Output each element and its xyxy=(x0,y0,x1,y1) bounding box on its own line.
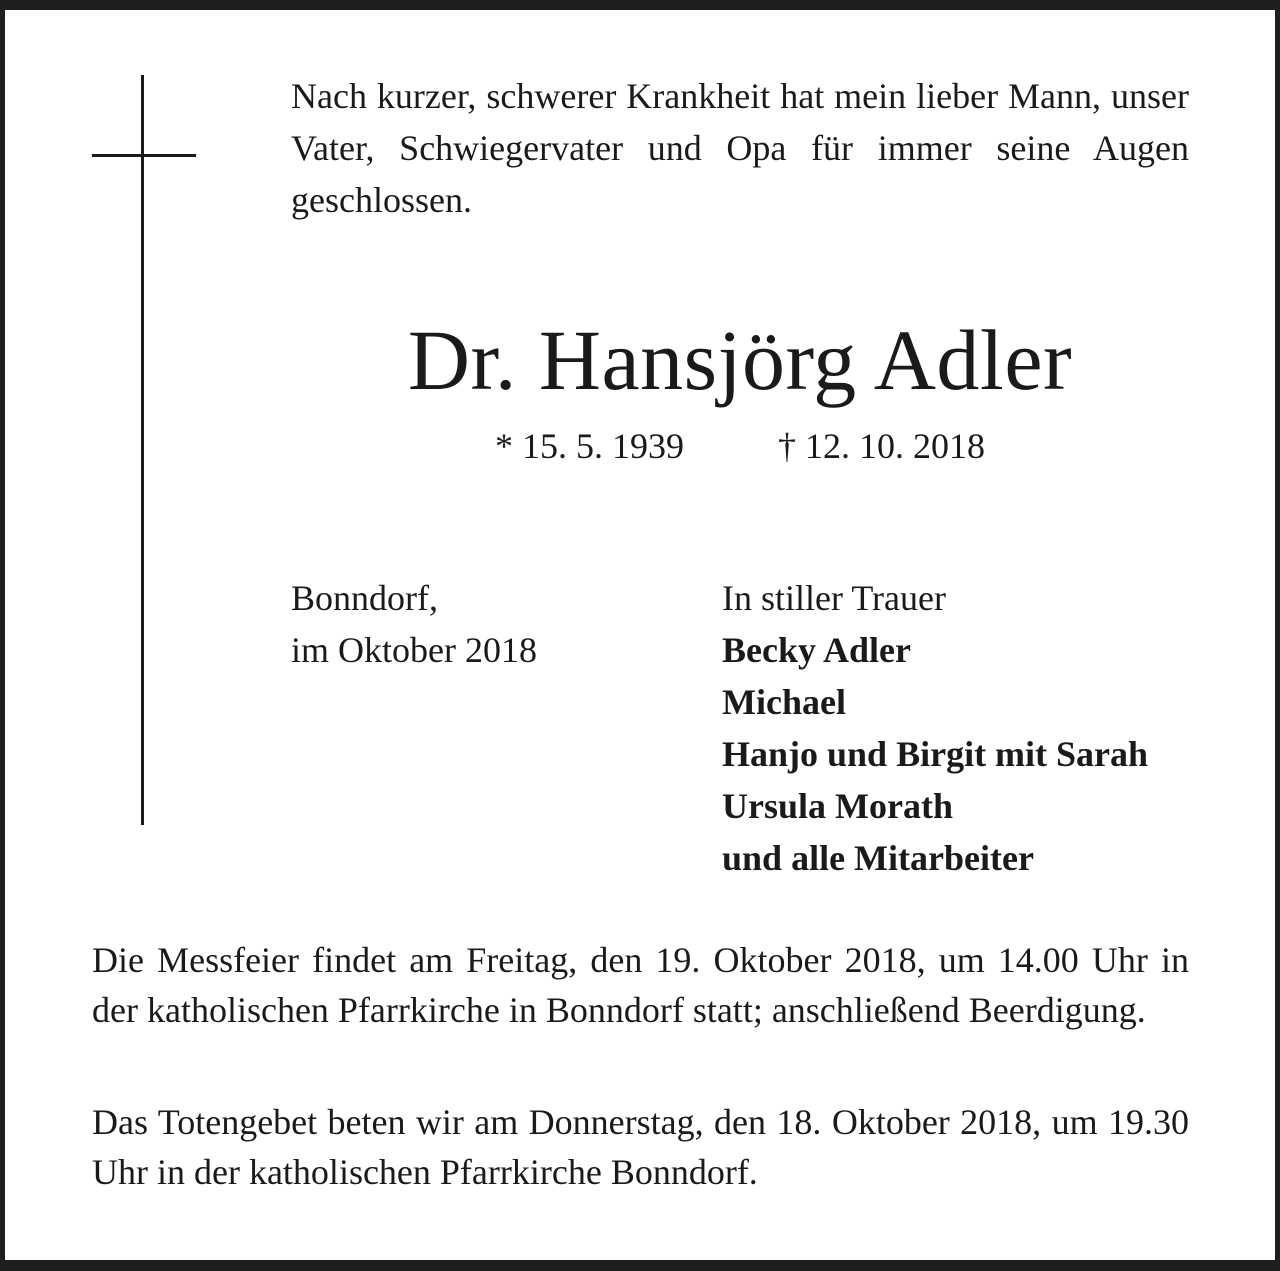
birth-date: * 15. 5. 1939 xyxy=(495,426,684,466)
deceased-name: Dr. Hansjörg Adler xyxy=(407,312,1073,408)
intro-text: Nach kurzer, schwerer Krankheit hat mein lieber Mann, unser Vater, Schwiegervater und Opa für immer seine Augen geschlossen. xyxy=(291,76,1189,220)
cross-icon xyxy=(141,75,144,825)
prayer-announcement: Das Totengebet beten wir am Donnerstag, den 18. Oktober 2018, um 19.30 Uhr in der katholischen Pfarrkirche Bonndorf. xyxy=(92,1102,1189,1192)
life-dates xyxy=(291,420,1189,472)
mass-announcement: Die Messfeier findet am Freitag, den 19. Oktober 2018, um 14.00 Uhr in der katholischen Pfarrkirche in Bonndorf statt; anschließend Beerdigung. xyxy=(92,940,1189,1030)
month-line: im Oktober 2018 xyxy=(291,630,537,670)
mourner-name: Ursula Morath xyxy=(722,786,953,826)
mourner-name: Hanjo und Birgit mit Sarah xyxy=(722,734,1149,774)
mourner-name: und alle Mitarbeiter xyxy=(722,838,1034,878)
mourner-name: Michael xyxy=(722,682,846,722)
place-and-date xyxy=(291,572,537,676)
mourners-heading: In stiller Trauer xyxy=(722,578,946,618)
place-line: Bonndorf, xyxy=(291,578,438,618)
mourners-list xyxy=(722,572,1148,884)
mourner-name: Becky Adler xyxy=(722,630,911,670)
cross-bar xyxy=(92,154,196,157)
death-date: † 12. 10. 2018 xyxy=(778,426,985,466)
